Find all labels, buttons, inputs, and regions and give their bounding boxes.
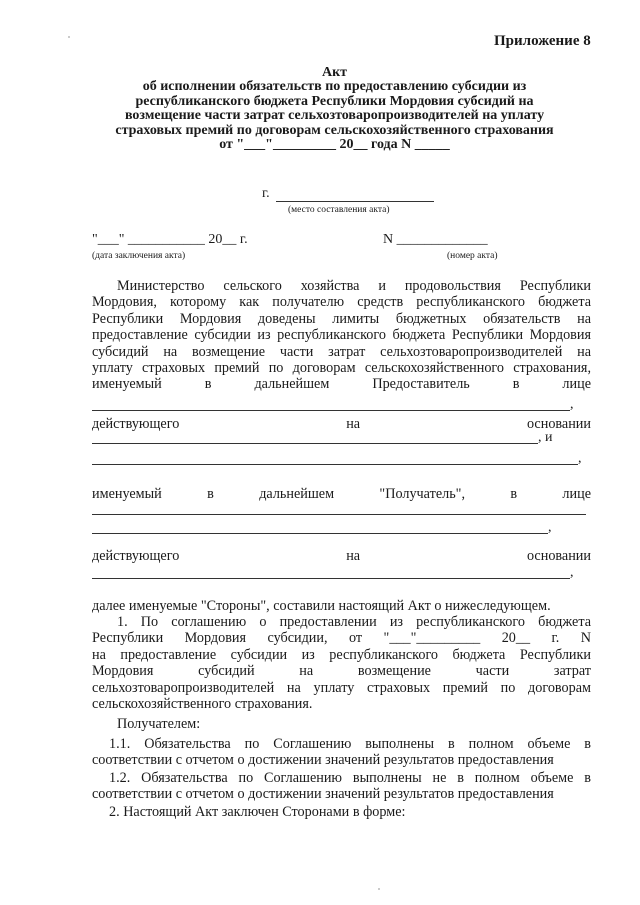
item1-line: сельхозтоваропроизводителей на уплату страховых премий по договорам	[92, 679, 591, 696]
basis-blank-2	[92, 578, 570, 579]
place-caption: (место составления акта)	[288, 205, 390, 215]
body-line: Мордовия, которому как получателю средств республиканского бюджета	[92, 294, 591, 311]
title-line: страховых премий по договорам сельскохозяйственного страхования	[115, 122, 554, 138]
item-2: 2. Настоящий Акт заключен Сторонами в форме:	[109, 804, 406, 820]
comma-mark: ,	[578, 451, 582, 466]
acting-basis-line-1: действующего на основании	[92, 416, 591, 432]
item1-line: Мордовия субсидий на возмещение части затрат	[92, 663, 591, 680]
number-field: N _____________	[383, 232, 488, 247]
place-prefix: г.	[262, 186, 270, 201]
date-caption: (дата заключения акта)	[92, 251, 186, 261]
recipient-blank	[92, 464, 578, 465]
recipient-rep-blank-1	[92, 514, 586, 515]
body-line: Министерство сельского хозяйства и продовольствия Республики	[117, 278, 591, 294]
document-title	[92, 62, 577, 153]
item-1-2	[92, 770, 591, 803]
title-line: Акт	[321, 65, 348, 80]
item12-line: 1.2. Обязательства по Соглашению выполнены не в полном объеме в	[109, 770, 591, 786]
title-line: об исполнении обязательств по предоставлению субсидии из	[142, 79, 527, 94]
basis-blank-1	[92, 443, 538, 444]
recipient-label: Получателем:	[117, 716, 201, 732]
body-line: субсидий на возмещение части затрат сельхозтоваропроизводителей на	[92, 343, 591, 360]
body-line: уплату страховых премий по договорам сельскохозяйственного страхования,	[92, 360, 591, 377]
parties-line: далее именуемые "Стороны", составили настоящий Акт о нижеследующем.	[92, 598, 551, 614]
item1-line: сельскохозяйственного страхования.	[92, 696, 313, 713]
intro-paragraph	[92, 278, 591, 393]
comma-mark: ,	[570, 565, 574, 580]
title-line: возмещение части затрат сельхозтоваропроизводителей на уплату	[124, 108, 545, 123]
number-caption: (номер акта)	[447, 251, 498, 261]
item1-line: Республики Мордовия субсидии, от "___"_________ 20__ г. N	[92, 630, 591, 647]
body-line: именуемый в дальнейшем Предоставитель в лице	[92, 376, 591, 393]
title-line: республиканского бюджета Республики Мордовия субсидий на	[135, 93, 534, 109]
comma-mark: ,	[548, 520, 552, 535]
date-field: "___" ___________ 20__ г.	[92, 232, 248, 247]
acting-basis-line-2: действующего на основании	[92, 548, 591, 564]
item1-line: 1. По соглашению о предоставлении из республиканского бюджета	[117, 614, 591, 630]
recipient-named-line: именуемый в дальнейшем "Получатель", в лице	[92, 486, 591, 502]
provider-rep-blank	[92, 410, 570, 411]
scan-speck	[378, 888, 380, 890]
comma-mark: ,	[570, 397, 574, 412]
item11-line: 1.1. Обязательства по Соглашению выполнены в полном объеме в	[109, 736, 591, 752]
item11-line: соответствии с отчетом о достижении значений результатов предоставления	[92, 752, 554, 769]
place-blank-line	[276, 201, 434, 202]
title-date-line: от "___"_________ 20__ года N _____	[219, 137, 450, 152]
and-mark: , и	[538, 430, 553, 445]
body-line: Республики Мордовия доведены лимиты бюджетных обязательств на	[92, 310, 591, 327]
item12-line: соответствии с отчетом о достижении значений результатов предоставления	[92, 786, 554, 803]
item-1-1	[92, 736, 591, 769]
item1-line: на предоставление субсидии из республиканского бюджета Республики	[92, 646, 591, 663]
body-line: предоставление субсидии из республиканского бюджета Республики Мордовия	[92, 327, 591, 344]
recipient-rep-blank-2	[92, 533, 548, 534]
appendix-label: Приложение 8	[494, 33, 591, 49]
scan-speck	[68, 36, 70, 38]
item-1	[92, 614, 591, 712]
